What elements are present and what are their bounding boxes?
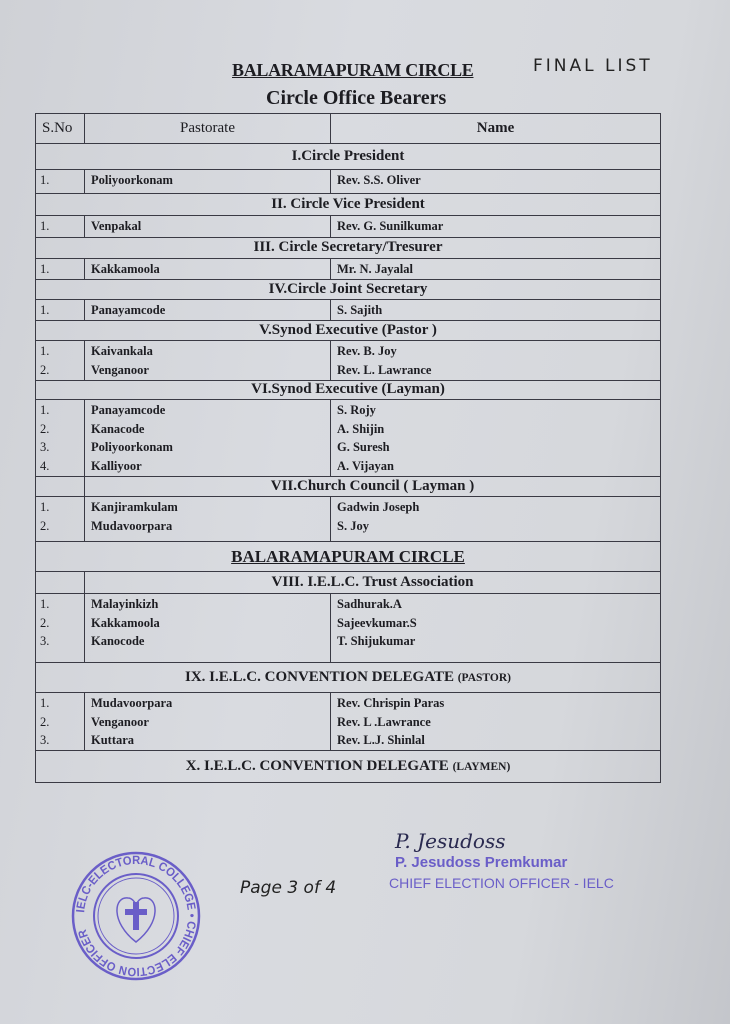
- sno-value: 1.: [40, 597, 50, 611]
- sno-value: 2.: [40, 615, 50, 630]
- section-title: [36, 280, 661, 300]
- section-entries-row: [36, 300, 661, 321]
- sno-value: 3.: [40, 733, 50, 747]
- sno-cell: [36, 497, 85, 542]
- empty-cell: [36, 477, 85, 497]
- name-value: Rev. B. Joy: [337, 344, 397, 358]
- section-entries-row: [36, 259, 661, 280]
- section-heading-row: [36, 381, 661, 400]
- section-heading-row: [36, 238, 661, 259]
- sno-value: 1.: [40, 696, 50, 710]
- sno-value: 2.: [40, 421, 50, 436]
- section-title: [85, 572, 661, 594]
- section-title: [36, 194, 661, 216]
- sno-value: 3.: [40, 440, 50, 454]
- sno-value: 2.: [40, 714, 50, 729]
- section-entries-row: [36, 216, 661, 238]
- sno-value: 3.: [40, 634, 50, 648]
- sno-value: 1.: [40, 403, 50, 417]
- pastorate-value: Malayinkizh: [91, 597, 159, 611]
- pastorate-cell: [85, 497, 331, 542]
- name-value: Rev. L. Lawrance: [337, 362, 432, 377]
- officer-name: P. Jesudoss Premkumar: [395, 854, 568, 871]
- section-title: [36, 321, 661, 341]
- name-value: Rev. L.J. Shinlal: [337, 733, 425, 747]
- pastorate-value: Venpakal: [91, 219, 142, 233]
- pastorate-cell: [85, 594, 331, 663]
- pastorate-cell: [85, 341, 331, 381]
- name-cell: [331, 497, 661, 542]
- name-value: Rev. Chrispin Paras: [337, 696, 445, 710]
- section-heading-row: [36, 477, 661, 497]
- name-value: S. Rojy: [337, 403, 376, 417]
- section-title-suffix: (LAYMEN): [452, 760, 511, 773]
- sno-cell: [36, 216, 85, 238]
- pastorate-cell: [85, 216, 331, 238]
- name-cell: [331, 594, 661, 663]
- pastorate-value: Kanocode: [91, 634, 145, 648]
- section-heading-row: [36, 321, 661, 341]
- section-entries-row: [36, 594, 661, 663]
- section-entries-row: [36, 400, 661, 477]
- section-heading-row: [36, 280, 661, 300]
- pastorate-cell: [85, 300, 331, 321]
- empty-cell: [36, 572, 85, 594]
- sno-cell: [36, 693, 85, 751]
- name-value: Gadwin Joseph: [337, 500, 420, 514]
- name-cell: [331, 341, 661, 381]
- section-title-text: V.Synod Executive (Pastor ): [259, 321, 437, 338]
- name-value: A. Vijayan: [337, 458, 394, 473]
- pastorate-value: Kalliyoor: [91, 458, 142, 473]
- pastorate-value: Venganoor: [91, 714, 149, 729]
- electoral-college-seal: [70, 850, 202, 982]
- pastorate-value: Panayamcode: [91, 403, 166, 417]
- page-number-note: Page 3 of 4: [240, 878, 337, 898]
- name-value: Rev. G. Sunilkumar: [337, 219, 444, 233]
- circle-heading: BALARAMAPURAM CIRCLE: [36, 542, 661, 572]
- name-value: S. Joy: [337, 518, 369, 533]
- sno-value: 1.: [40, 262, 50, 276]
- section-title: [85, 477, 661, 497]
- name-cell: [331, 400, 661, 477]
- section-title-text: III. Circle Secretary/Tresurer: [253, 239, 443, 256]
- handwritten-annotation: FINAL LIST: [533, 56, 653, 76]
- officer-title: CHIEF ELECTION OFFICER - IELC: [389, 875, 614, 891]
- pastorate-value: Kaivankala: [91, 344, 153, 358]
- pastorate-value: Mudavoorpara: [91, 518, 173, 533]
- sno-value: 2.: [40, 362, 50, 377]
- pastorate-value: Kakkamoola: [91, 615, 160, 630]
- sno-value: 1.: [40, 219, 50, 233]
- sno-value: 1.: [40, 303, 50, 317]
- section-title-text: II. Circle Vice President: [271, 195, 425, 212]
- section-entries-row: [36, 693, 661, 751]
- name-cell: [331, 300, 661, 321]
- section-title: [36, 663, 661, 693]
- section-heading-row: [36, 144, 661, 170]
- section-title-text: VII.Church Council ( Layman ): [270, 477, 475, 494]
- name-value: Sajeevkumar.S: [337, 615, 417, 630]
- pastorate-value: Kanjiramkulam: [91, 500, 178, 514]
- section-title-text: X. I.E.L.C. CONVENTION DELEGATE: [185, 757, 449, 774]
- name-value: Sadhurak.A: [337, 597, 402, 611]
- pastorate-cell: [85, 693, 331, 751]
- section-title-suffix: (PASTOR): [457, 671, 511, 684]
- document-subtitle: Circle Office Bearers: [266, 87, 447, 109]
- name-cell: [331, 216, 661, 238]
- pastorate-cell: [85, 259, 331, 280]
- sno-value: 2.: [40, 518, 50, 533]
- name-cell: [331, 259, 661, 280]
- document-title: BALARAMAPURAM CIRCLE: [232, 60, 474, 80]
- section-title: [36, 751, 661, 783]
- name-cell: [331, 693, 661, 751]
- sno-cell: [36, 170, 85, 194]
- svg-text:IELC-ELECTORAL COLLEGE • CHIEF: IELC-ELECTORAL COLLEGE • CHIEF ELECTION OFFICER: [73, 852, 200, 980]
- sno-cell: [36, 300, 85, 321]
- sno-cell: [36, 594, 85, 663]
- table-header-row: [36, 114, 661, 144]
- section-title: [36, 381, 661, 400]
- column-header-pastorate: Pastorate: [85, 114, 331, 144]
- name-value: G. Suresh: [337, 440, 390, 454]
- sno-value: 1.: [40, 500, 50, 514]
- section-heading-row: [36, 663, 661, 693]
- office-bearers-table: [35, 113, 661, 783]
- sno-cell: [36, 400, 85, 477]
- circle-heading-row: [36, 542, 661, 572]
- pastorate-value: Kakkamoola: [91, 262, 160, 276]
- pastorate-value: Poliyoorkonam: [91, 173, 173, 187]
- pastorate-value: Mudavoorpara: [91, 696, 173, 710]
- pastorate-value: Poliyoorkonam: [91, 440, 173, 454]
- signature: P. Jesudoss: [395, 829, 506, 853]
- name-value: Rev. L .Lawrance: [337, 714, 431, 729]
- section-title: [36, 144, 661, 170]
- section-title: [36, 238, 661, 259]
- section-heading-row: [36, 194, 661, 216]
- sno-value: 1.: [40, 344, 50, 358]
- name-value: S. Sajith: [337, 303, 383, 317]
- column-header-sno: S.No: [36, 114, 85, 144]
- section-title-text: VI.Synod Executive (Layman): [251, 381, 445, 398]
- section-title-text: IX. I.E.L.C. CONVENTION DELEGATE: [185, 668, 454, 685]
- sno-cell: [36, 259, 85, 280]
- section-heading-row: [36, 572, 661, 594]
- name-value: T. Shijukumar: [337, 634, 416, 648]
- section-title-text: VIII. I.E.L.C. Trust Association: [271, 573, 474, 590]
- sno-cell: [36, 341, 85, 381]
- section-entries-row: [36, 497, 661, 542]
- pastorate-cell: [85, 170, 331, 194]
- name-cell: [331, 170, 661, 194]
- name-value: A. Shijin: [337, 421, 385, 436]
- section-heading-row: [36, 751, 661, 783]
- name-value: Rev. S.S. Oliver: [337, 173, 421, 187]
- pastorate-cell: [85, 400, 331, 477]
- sno-value: 1.: [40, 173, 50, 187]
- pastorate-value: Venganoor: [91, 362, 149, 377]
- name-value: Mr. N. Jayalal: [337, 262, 413, 276]
- section-title-text: IV.Circle Joint Secretary: [268, 280, 428, 297]
- pastorate-value: Panayamcode: [91, 303, 166, 317]
- section-entries-row: [36, 341, 661, 381]
- section-entries-row: [36, 170, 661, 194]
- pastorate-value: Kanacode: [91, 421, 145, 436]
- sno-value: 4.: [40, 458, 50, 473]
- column-header-name: Name: [331, 114, 661, 144]
- section-title-text: I.Circle President: [291, 147, 405, 164]
- pastorate-value: Kuttara: [91, 733, 135, 747]
